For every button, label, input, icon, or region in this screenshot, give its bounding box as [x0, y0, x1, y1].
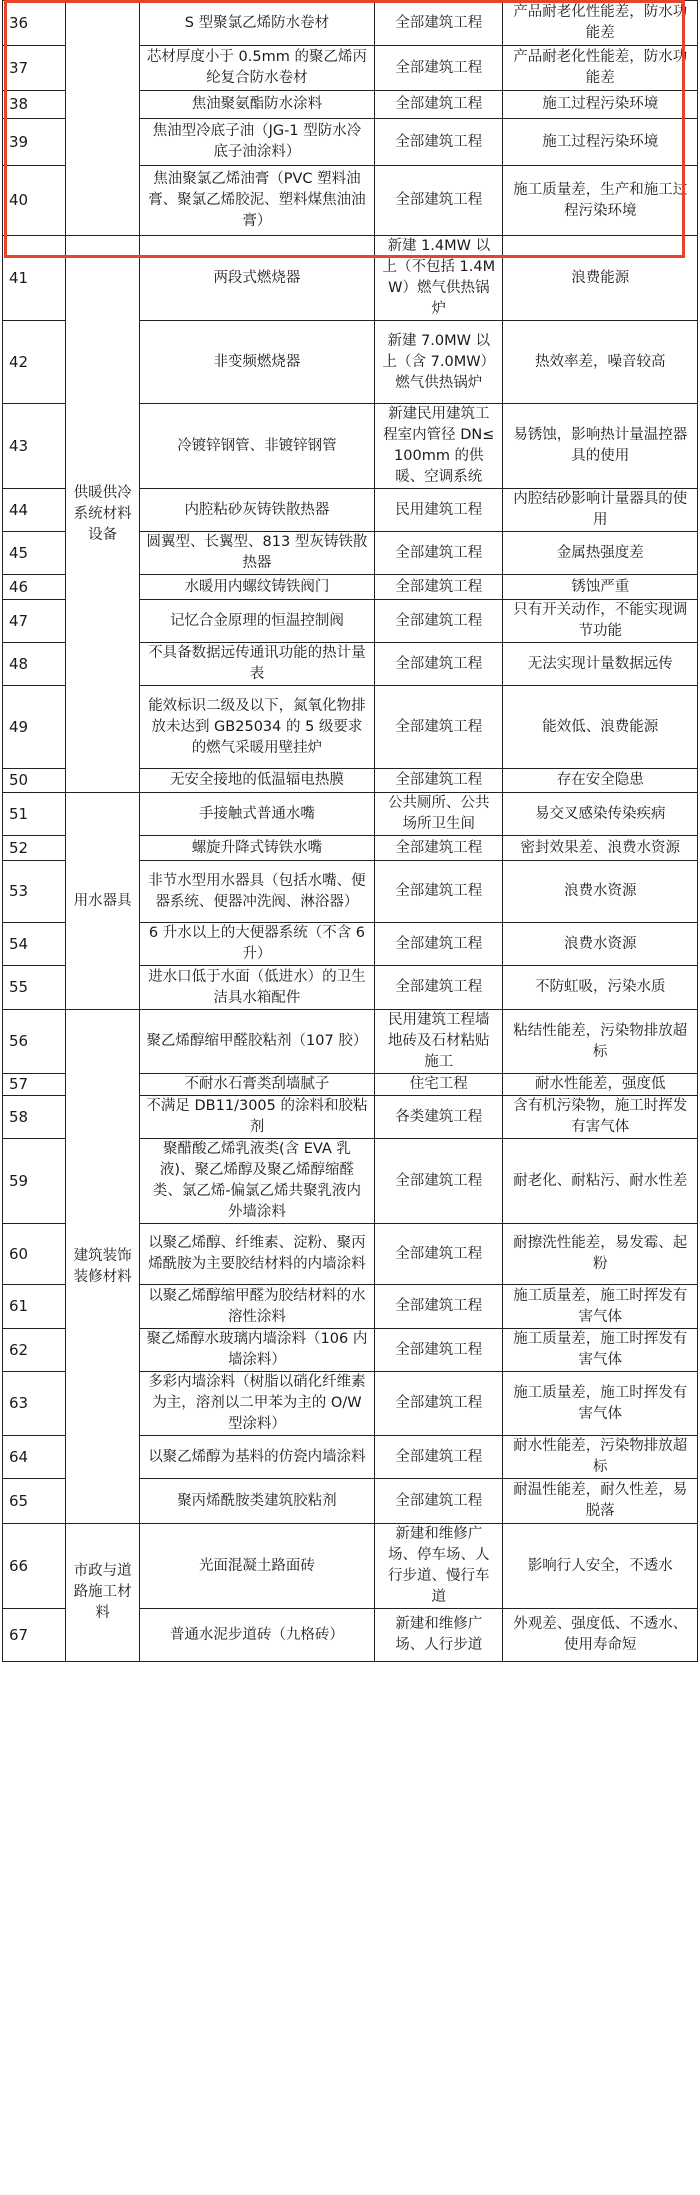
application-scope: 新建 1.4MW 以上（不包括 1.4MW）燃气供热锅炉	[375, 236, 503, 321]
ban-reason: 外观差、强度低、不透水、使用寿命短	[503, 1609, 698, 1662]
row-number: 51	[3, 793, 66, 836]
ban-reason: 无法实现计量数据远传	[503, 643, 698, 686]
material-name: 进水口低于水面（低进水）的卫生洁具水箱配件	[139, 966, 374, 1010]
row-number: 40	[3, 166, 66, 236]
row-number: 52	[3, 836, 66, 861]
material-name: 光面混凝土路面砖	[139, 1524, 374, 1609]
application-scope: 全部建筑工程	[375, 1479, 503, 1524]
material-name: 焦油聚氯乙烯油膏（PVC 塑料油膏、聚氯乙烯胶泥、塑料煤焦油油膏）	[139, 166, 374, 236]
application-scope: 全部建筑工程	[375, 923, 503, 966]
application-scope: 全部建筑工程	[375, 575, 503, 600]
application-scope: 全部建筑工程	[375, 769, 503, 793]
row-number: 55	[3, 966, 66, 1010]
material-name: 焦油型冷底子油（JG-1 型防水冷底子油涂料）	[139, 119, 374, 166]
application-scope: 全部建筑工程	[375, 643, 503, 686]
row-number: 65	[3, 1479, 66, 1524]
application-scope: 全部建筑工程	[375, 1436, 503, 1479]
material-name: 不耐水石膏类刮墙腻子	[139, 1074, 374, 1096]
ban-reason: 施工质量差，施工时挥发有害气体	[503, 1329, 698, 1372]
table-row	[3, 793, 698, 836]
row-number: 46	[3, 575, 66, 600]
ban-reason: 存在安全隐患	[503, 769, 698, 793]
material-name: 以聚乙烯醇缩甲醛为胶结材料的水溶性涂料	[139, 1285, 374, 1329]
row-number: 42	[3, 321, 66, 404]
material-name: 内腔粘砂灰铸铁散热器	[139, 489, 374, 532]
row-number: 59	[3, 1139, 66, 1224]
application-scope: 民用建筑工程	[375, 489, 503, 532]
table-row	[3, 1524, 698, 1609]
application-scope: 全部建筑工程	[375, 1329, 503, 1372]
application-scope: 全部建筑工程	[375, 91, 503, 119]
ban-reason: 金属热强度差	[503, 532, 698, 575]
material-name: 能效标识二级及以下，氮氧化物排放未达到 GB25034 的 5 级要求的燃气采暖用壁挂炉	[139, 686, 374, 769]
application-scope: 全部建筑工程	[375, 166, 503, 236]
ban-reason: 浪费能源	[503, 236, 698, 321]
material-name: 聚乙烯醇缩甲醛胶粘剂（107 胶）	[139, 1010, 374, 1074]
ban-reason: 锈蚀严重	[503, 575, 698, 600]
ban-reason: 内腔结砂影响计量器具的使用	[503, 489, 698, 532]
banned-materials-table	[2, 0, 698, 1662]
application-scope: 民用建筑工程墙地砖及石材粘贴施工	[375, 1010, 503, 1074]
application-scope: 公共厕所、公共场所卫生间	[375, 793, 503, 836]
material-name: 芯材厚度小于 0.5mm 的聚乙烯丙纶复合防水卷材	[139, 46, 374, 91]
application-scope: 全部建筑工程	[375, 1, 503, 46]
row-number: 54	[3, 923, 66, 966]
ban-reason: 浪费水资源	[503, 861, 698, 923]
table-row	[3, 1010, 698, 1074]
material-name: 不满足 DB11/3005 的涂料和胶粘剂	[139, 1096, 374, 1139]
application-scope: 全部建筑工程	[375, 1372, 503, 1436]
category-cell: 市政与道路施工材料	[66, 1524, 139, 1662]
application-scope: 各类建筑工程	[375, 1096, 503, 1139]
row-number: 49	[3, 686, 66, 769]
row-number: 63	[3, 1372, 66, 1436]
material-name: 非节水型用水器具（包括水嘴、便器系统、便器冲洗阀、淋浴器）	[139, 861, 374, 923]
row-number: 48	[3, 643, 66, 686]
ban-reason: 影响行人安全，不透水	[503, 1524, 698, 1609]
row-number: 45	[3, 532, 66, 575]
ban-reason: 耐水性能差，强度低	[503, 1074, 698, 1096]
table-row	[3, 1, 698, 46]
row-number: 56	[3, 1010, 66, 1074]
material-name: 焦油聚氨酯防水涂料	[139, 91, 374, 119]
application-scope: 全部建筑工程	[375, 532, 503, 575]
row-number: 41	[3, 236, 66, 321]
application-scope: 全部建筑工程	[375, 119, 503, 166]
row-number: 58	[3, 1096, 66, 1139]
application-scope: 全部建筑工程	[375, 1139, 503, 1224]
material-name: 6 升水以上的大便器系统（不含 6 升）	[139, 923, 374, 966]
application-scope: 新建和维修广场、人行步道	[375, 1609, 503, 1662]
ban-reason: 施工质量差，生产和施工过程污染环境	[503, 166, 698, 236]
ban-reason: 施工过程污染环境	[503, 119, 698, 166]
ban-reason: 易锈蚀，影响热计量温控器具的使用	[503, 404, 698, 489]
application-scope: 全部建筑工程	[375, 1224, 503, 1285]
material-name: 两段式燃烧器	[139, 236, 374, 321]
row-number: 66	[3, 1524, 66, 1609]
material-name: 不具备数据远传通讯功能的热计量表	[139, 643, 374, 686]
row-number: 57	[3, 1074, 66, 1096]
application-scope: 全部建筑工程	[375, 966, 503, 1010]
ban-reason: 粘结性能差，污染物排放超标	[503, 1010, 698, 1074]
material-name: 多彩内墙涂料（树脂以硝化纤维素为主，溶剂以二甲苯为主的 O/W 型涂料）	[139, 1372, 374, 1436]
material-name: 非变频燃烧器	[139, 321, 374, 404]
material-name: 螺旋升降式铸铁水嘴	[139, 836, 374, 861]
material-name: 冷镀锌钢管、非镀锌钢管	[139, 404, 374, 489]
row-number: 53	[3, 861, 66, 923]
material-name: S 型聚氯乙烯防水卷材	[139, 1, 374, 46]
ban-reason: 热效率差，噪音较高	[503, 321, 698, 404]
category-cell	[66, 1, 139, 236]
material-name: 聚丙烯酰胺类建筑胶粘剂	[139, 1479, 374, 1524]
ban-reason: 耐水性能差，污染物排放超标	[503, 1436, 698, 1479]
material-name: 无安全接地的低温辐电热膜	[139, 769, 374, 793]
material-name: 圆翼型、长翼型、813 型灰铸铁散热器	[139, 532, 374, 575]
row-number: 44	[3, 489, 66, 532]
material-name: 记忆合金原理的恒温控制阀	[139, 600, 374, 643]
ban-reason: 产品耐老化性能差，防水功能差	[503, 1, 698, 46]
row-number: 47	[3, 600, 66, 643]
material-name: 以聚乙烯醇为基料的仿瓷内墙涂料	[139, 1436, 374, 1479]
ban-reason: 耐温性能差，耐久性差，易脱落	[503, 1479, 698, 1524]
row-number: 36	[3, 1, 66, 46]
ban-reason: 不防虹吸，污染水质	[503, 966, 698, 1010]
table-row	[3, 236, 698, 321]
row-number: 60	[3, 1224, 66, 1285]
row-number: 62	[3, 1329, 66, 1372]
material-name: 以聚乙烯醇、纤维素、淀粉、聚丙烯酰胺为主要胶结材料的内墙涂料	[139, 1224, 374, 1285]
application-scope: 新建民用建筑工程室内管径 DN≤100mm 的供暖、空调系统	[375, 404, 503, 489]
ban-reason: 密封效果差、浪费水资源	[503, 836, 698, 861]
application-scope: 全部建筑工程	[375, 46, 503, 91]
row-number: 61	[3, 1285, 66, 1329]
row-number: 43	[3, 404, 66, 489]
ban-reason: 施工过程污染环境	[503, 91, 698, 119]
application-scope: 新建和维修广场、停车场、人行步道、慢行车道	[375, 1524, 503, 1609]
ban-reason: 施工质量差，施工时挥发有害气体	[503, 1372, 698, 1436]
category-cell: 用水器具	[66, 793, 139, 1010]
ban-reason: 施工质量差，施工时挥发有害气体	[503, 1285, 698, 1329]
material-name: 手接触式普通水嘴	[139, 793, 374, 836]
ban-reason: 产品耐老化性能差，防水功能差	[503, 46, 698, 91]
ban-reason: 易交叉感染传染疾病	[503, 793, 698, 836]
ban-reason: 浪费水资源	[503, 923, 698, 966]
material-name: 普通水泥步道砖（九格砖）	[139, 1609, 374, 1662]
application-scope: 全部建筑工程	[375, 686, 503, 769]
application-scope: 住宅工程	[375, 1074, 503, 1096]
category-cell: 建筑装饰装修材料	[66, 1010, 139, 1524]
application-scope: 全部建筑工程	[375, 861, 503, 923]
row-number: 50	[3, 769, 66, 793]
material-name: 聚醋酸乙烯乳液类(含 EVA 乳液)、聚乙烯醇及聚乙烯醇缩醛类、氯乙烯-偏氯乙烯共聚乳液内外墙涂料	[139, 1139, 374, 1224]
material-name: 水暖用内螺纹铸铁阀门	[139, 575, 374, 600]
material-name: 聚乙烯醇水玻璃内墙涂料（106 内墙涂料）	[139, 1329, 374, 1372]
ban-reason: 耐老化、耐粘污、耐水性差	[503, 1139, 698, 1224]
application-scope: 全部建筑工程	[375, 1285, 503, 1329]
category-cell: 供暖供冷系统材料设备	[66, 236, 139, 793]
application-scope: 全部建筑工程	[375, 600, 503, 643]
row-number: 67	[3, 1609, 66, 1662]
row-number: 38	[3, 91, 66, 119]
ban-reason: 含有机污染物，施工时挥发有害气体	[503, 1096, 698, 1139]
application-scope: 全部建筑工程	[375, 836, 503, 861]
row-number: 37	[3, 46, 66, 91]
ban-reason: 耐擦洗性能差，易发霉、起粉	[503, 1224, 698, 1285]
ban-reason: 只有开关动作，不能实现调节功能	[503, 600, 698, 643]
ban-reason: 能效低、浪费能源	[503, 686, 698, 769]
application-scope: 新建 7.0MW 以上（含 7.0MW）燃气供热锅炉	[375, 321, 503, 404]
row-number: 39	[3, 119, 66, 166]
row-number: 64	[3, 1436, 66, 1479]
